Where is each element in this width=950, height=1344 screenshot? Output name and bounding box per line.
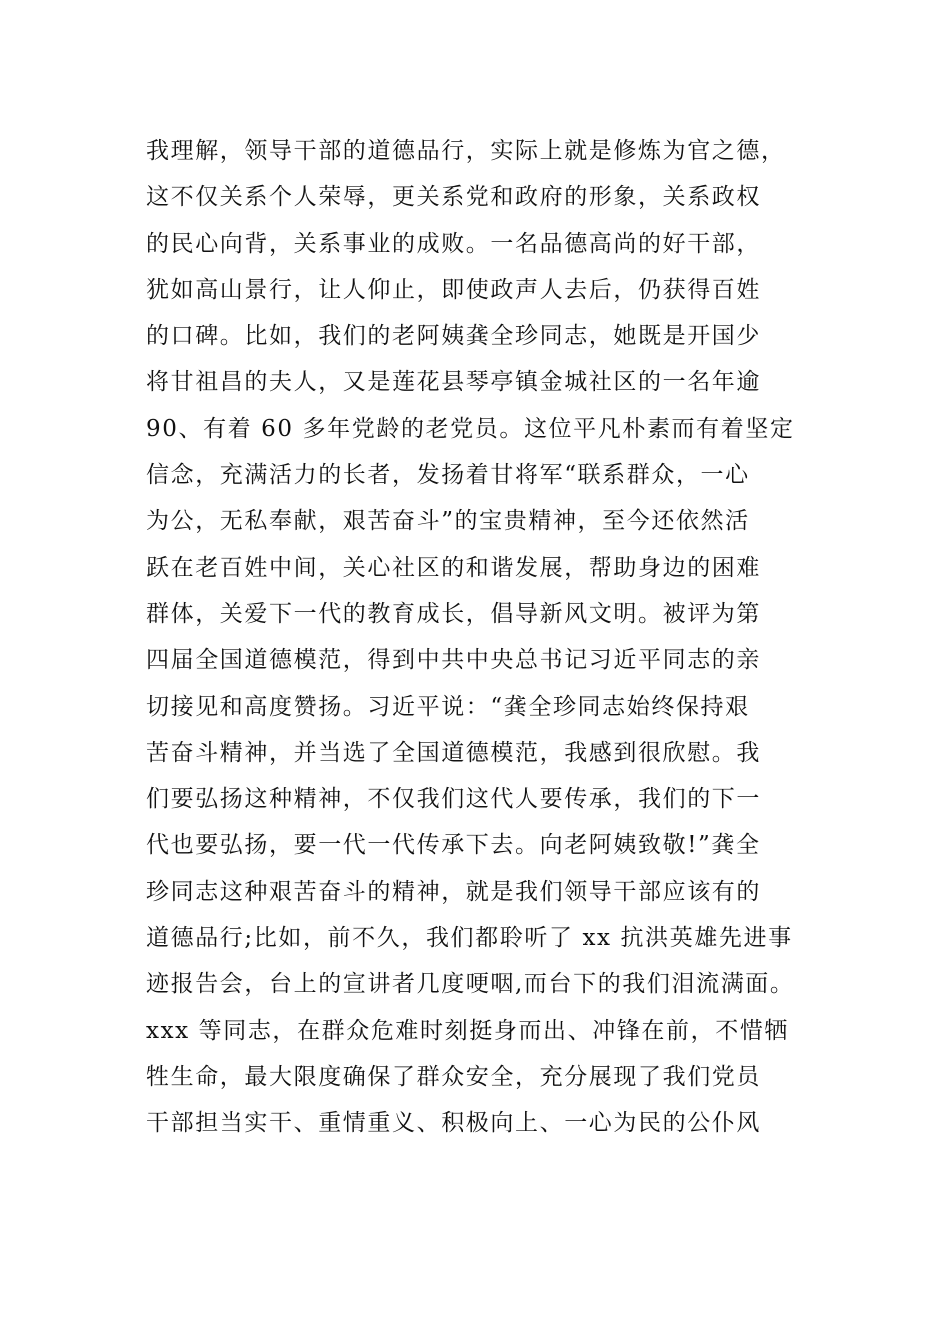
text-line: 珍同志这种艰苦奋斗的精神，就是我们领导干部应该有的 <box>146 878 761 905</box>
text-line: 牲生命，最大限度确保了群众安全，充分展现了我们党员 <box>146 1063 761 1090</box>
text-line: 苦奋斗精神，并当选了全国道德模范，我感到很欣慰。我 <box>146 739 761 766</box>
text-line: 群体，关爱下一代的教育成长，倡导新风文明。被评为第 <box>146 600 761 627</box>
text-line: 道德品行;比如，前不久，我们都聆听了 xx 抗洪英雄先进事 <box>146 925 793 952</box>
body-text <box>146 128 826 1147</box>
text-line: 四届全国道德模范，得到中共中央总书记习近平同志的亲 <box>146 647 761 674</box>
text-line: 的民心向背，关系事业的成败。一名品德高尚的好干部， <box>146 230 761 257</box>
text-line: 将甘祖昌的夫人，又是莲花县琴亭镇金城社区的一名年逾 <box>146 369 761 396</box>
text-line: 跃在老百姓中间，关心社区的和谐发展，帮助身边的困难 <box>146 554 761 581</box>
text-line: 我理解，领导干部的道德品行，实际上就是修炼为官之德， <box>146 138 786 164</box>
text-line: 们要弘扬这种精神，不仅我们这代人要传承，我们的下一 <box>146 786 761 813</box>
text-line: 90、有着 60 多年党龄的老党员。这位平凡朴素而有着坚定 <box>146 415 795 442</box>
text-line: 这不仅关系个人荣辱，更关系党和政府的形象，关系政权 <box>146 184 761 211</box>
text-line: 迹报告会，台上的宣讲者几度哽咽,而台下的我们泪流满面。 <box>146 971 795 998</box>
text-line: 为公，无私奉献，艰苦奋斗”的宝贵精神，至今还依然活 <box>146 508 750 535</box>
text-line: 干部担当实干、重情重义、积极向上、一心为民的公仆风 <box>146 1110 761 1137</box>
text-line: 代也要弘扬，要一代一代传承下去。向老阿姨致敬!”龚全 <box>146 832 761 859</box>
text-line: 犹如高山景行，让人仰止，即使政声人去后，仍获得百姓 <box>146 276 761 303</box>
text-line: xxx 等同志，在群众危难时刻挺身而出、冲锋在前，不惜牺 <box>146 1017 790 1044</box>
text-line: 的口碑。比如，我们的老阿姨龚全珍同志，她既是开国少 <box>146 323 761 350</box>
text-line: 信念，充满活力的长者，发扬着甘将军“联系群众，一心 <box>146 462 750 489</box>
text-line: 切接见和高度赞扬。习近平说：“龚全珍同志始终保持艰 <box>146 693 750 720</box>
